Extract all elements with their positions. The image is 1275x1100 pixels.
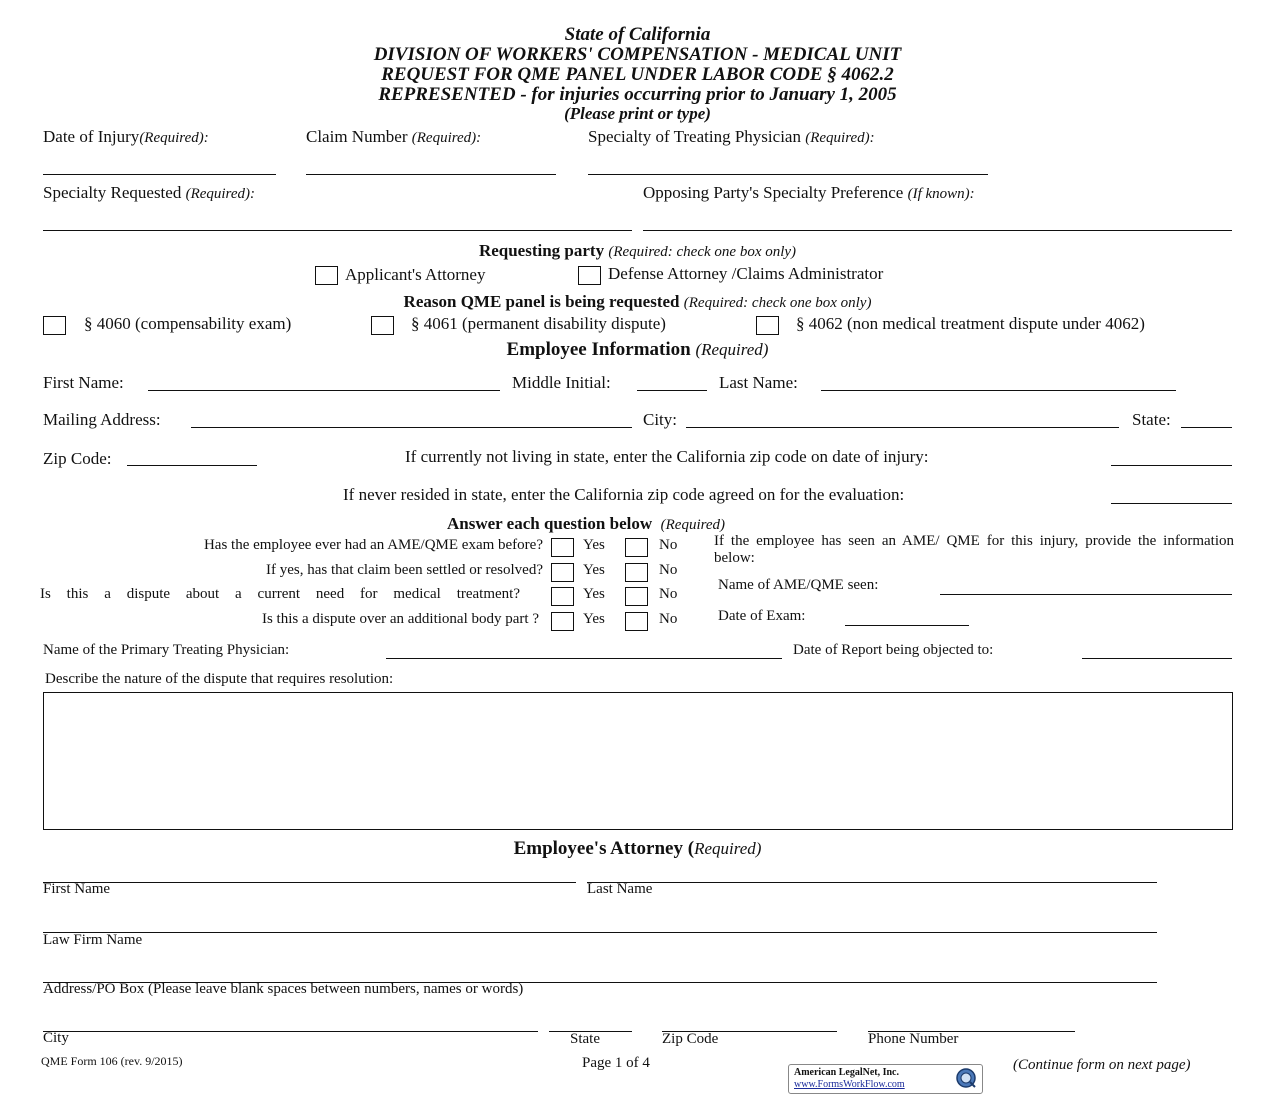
body-part-no-checkbox[interactable]: [625, 612, 648, 631]
treating-specialty-label: Specialty of Treating Physician (Required):: [588, 127, 875, 146]
form-id: QME Form 106 (rev. 9/2015): [41, 1054, 183, 1068]
mailing-address-input[interactable]: [191, 427, 632, 428]
law-firm-input[interactable]: [43, 932, 1157, 933]
employee-info-heading: Employee Information (Required): [506, 339, 769, 360]
body-part-yes-checkbox[interactable]: [551, 612, 574, 631]
continue-note: (Continue form on next page): [1013, 1057, 1191, 1073]
first-name-label: First Name:: [43, 373, 124, 392]
claim-number-input[interactable]: [306, 174, 556, 175]
zip-never-resided-input[interactable]: [1111, 503, 1232, 504]
city-label: City:: [643, 410, 678, 429]
question-settled: If yes, has that claim been settled or resolved?: [266, 562, 543, 578]
logo-company-name: American LegalNet, Inc.: [794, 1067, 899, 1078]
opposing-preference-input[interactable]: [643, 230, 1232, 231]
treating-specialty-input[interactable]: [588, 174, 988, 175]
opposing-preference-label: Opposing Party's Specialty Preference (If known):: [643, 183, 975, 202]
defense-attorney-label: Defense Attorney /Claims Administrator: [608, 264, 884, 283]
state-label: State:: [1132, 410, 1171, 429]
reason-4061-label: § 4061 (permanent disability dispute): [411, 314, 666, 333]
date-of-injury-input[interactable]: [43, 174, 276, 175]
specialty-requested-label: Specialty Requested (Required):: [43, 183, 255, 202]
settled-yes-checkbox[interactable]: [551, 563, 574, 582]
state-title: State of California: [564, 24, 711, 45]
attorney-address-label: Address/PO Box (Please leave blank spaces between numbers, names or words): [43, 981, 524, 997]
attorney-first-name-input[interactable]: [43, 882, 576, 883]
yes-label: Yes: [583, 586, 605, 602]
dispute-description-textarea[interactable]: [43, 692, 1233, 830]
zip-code-label: Zip Code:: [43, 449, 112, 468]
requesting-party-heading: Requesting party (Required: check one box only): [478, 241, 797, 260]
yes-label: Yes: [583, 611, 605, 627]
reason-heading: Reason QME panel is being requested (Required: check one box only): [403, 292, 872, 311]
attorney-last-name-label: Last Name: [587, 881, 653, 897]
questions-heading: Answer each question below (Required): [447, 514, 726, 533]
print-instruction: (Please print or type): [564, 104, 711, 123]
attorney-city-label: City: [43, 1030, 69, 1046]
page-number: Page 1 of 4: [582, 1055, 650, 1071]
question-body-part: Is this a dispute over an additional body part ?: [261, 611, 539, 627]
question-prior-exam: Has the employee ever had an AME/QME exam before?: [203, 537, 543, 553]
medical-treatment-yes-checkbox[interactable]: [551, 587, 574, 606]
no-label: No: [659, 586, 678, 602]
date-of-injury-label: Date of Injury(Required):: [43, 127, 209, 146]
request-title: REQUEST FOR QME PANEL UNDER LABOR CODE § 4062.2: [381, 64, 894, 85]
attorney-zip-label: Zip Code: [662, 1031, 719, 1047]
zip-out-of-state-input[interactable]: [1111, 465, 1232, 466]
last-name-label: Last Name:: [719, 373, 798, 392]
prior-exam-yes-checkbox[interactable]: [551, 538, 574, 557]
settled-no-checkbox[interactable]: [625, 563, 648, 582]
primary-physician-label: Name of the Primary Treating Physician:: [43, 642, 290, 658]
logo-url-link[interactable]: www.FormsWorkFlow.com: [794, 1079, 905, 1090]
ame-name-label: Name of AME/QME seen:: [718, 577, 879, 593]
report-date-label: Date of Report being objected to:: [793, 642, 994, 658]
middle-initial-label: Middle Initial:: [512, 373, 611, 392]
city-input[interactable]: [686, 427, 1119, 428]
zip-out-of-state-label: If currently not living in state, enter the California zip code on date of injury:: [405, 447, 929, 466]
american-legalnet-logo[interactable]: [788, 1064, 983, 1094]
attorney-city-input[interactable]: [43, 1031, 538, 1032]
dispute-description-label: Describe the nature of the dispute that requires resolution:: [45, 671, 394, 687]
first-name-input[interactable]: [148, 390, 500, 391]
no-label: No: [659, 562, 678, 578]
attorney-state-label: State: [570, 1031, 600, 1047]
claim-number-label: Claim Number (Required):: [306, 127, 482, 146]
mailing-address-label: Mailing Address:: [43, 410, 161, 429]
reason-4060-label: § 4060 (compensability exam): [84, 314, 292, 333]
ame-side-note: If the employee has seen an AME/ QME for this injury, provide the information below:: [714, 533, 1234, 566]
state-input[interactable]: [1181, 427, 1232, 428]
applicant-attorney-label: Applicant's Attorney: [345, 265, 486, 284]
reason-4062-label: § 4062 (non medical treatment dispute under 4062): [796, 314, 1145, 333]
attorney-heading: Employee's Attorney (Required): [513, 838, 762, 859]
middle-initial-input[interactable]: [637, 390, 707, 391]
yes-label: Yes: [583, 537, 605, 553]
primary-physician-input[interactable]: [386, 658, 782, 659]
defense-attorney-checkbox[interactable]: [578, 266, 601, 285]
zip-code-input[interactable]: [127, 465, 257, 466]
no-label: No: [659, 611, 678, 627]
no-label: No: [659, 537, 678, 553]
prior-exam-no-checkbox[interactable]: [625, 538, 648, 557]
attorney-first-name-label: First Name: [43, 881, 111, 897]
attorney-last-name-input[interactable]: [587, 882, 1157, 883]
last-name-input[interactable]: [821, 390, 1176, 391]
attorney-phone-label: Phone Number: [868, 1031, 959, 1047]
reason-4061-checkbox[interactable]: [371, 316, 394, 335]
reason-4062-checkbox[interactable]: [756, 316, 779, 335]
exam-date-input[interactable]: [845, 625, 969, 626]
globe-icon: [954, 1067, 978, 1089]
applicant-attorney-checkbox[interactable]: [315, 266, 338, 285]
ame-name-input[interactable]: [940, 594, 1232, 595]
represented-title: REPRESENTED - for injuries occurring prior to January 1, 2005: [378, 84, 897, 105]
specialty-requested-input[interactable]: [43, 230, 632, 231]
law-firm-label: Law Firm Name: [43, 932, 143, 948]
report-date-input[interactable]: [1082, 658, 1232, 659]
medical-treatment-no-checkbox[interactable]: [625, 587, 648, 606]
zip-never-resided-label: If never resided in state, enter the California zip code agreed on for the evaluation:: [343, 485, 905, 504]
exam-date-label: Date of Exam:: [718, 608, 806, 624]
question-medical-treatment: Is this a dispute about a current need for medical treatment?: [40, 586, 520, 602]
division-title: DIVISION OF WORKERS' COMPENSATION - MEDICAL UNIT: [373, 44, 902, 65]
reason-4060-checkbox[interactable]: [43, 316, 66, 335]
yes-label: Yes: [583, 562, 605, 578]
